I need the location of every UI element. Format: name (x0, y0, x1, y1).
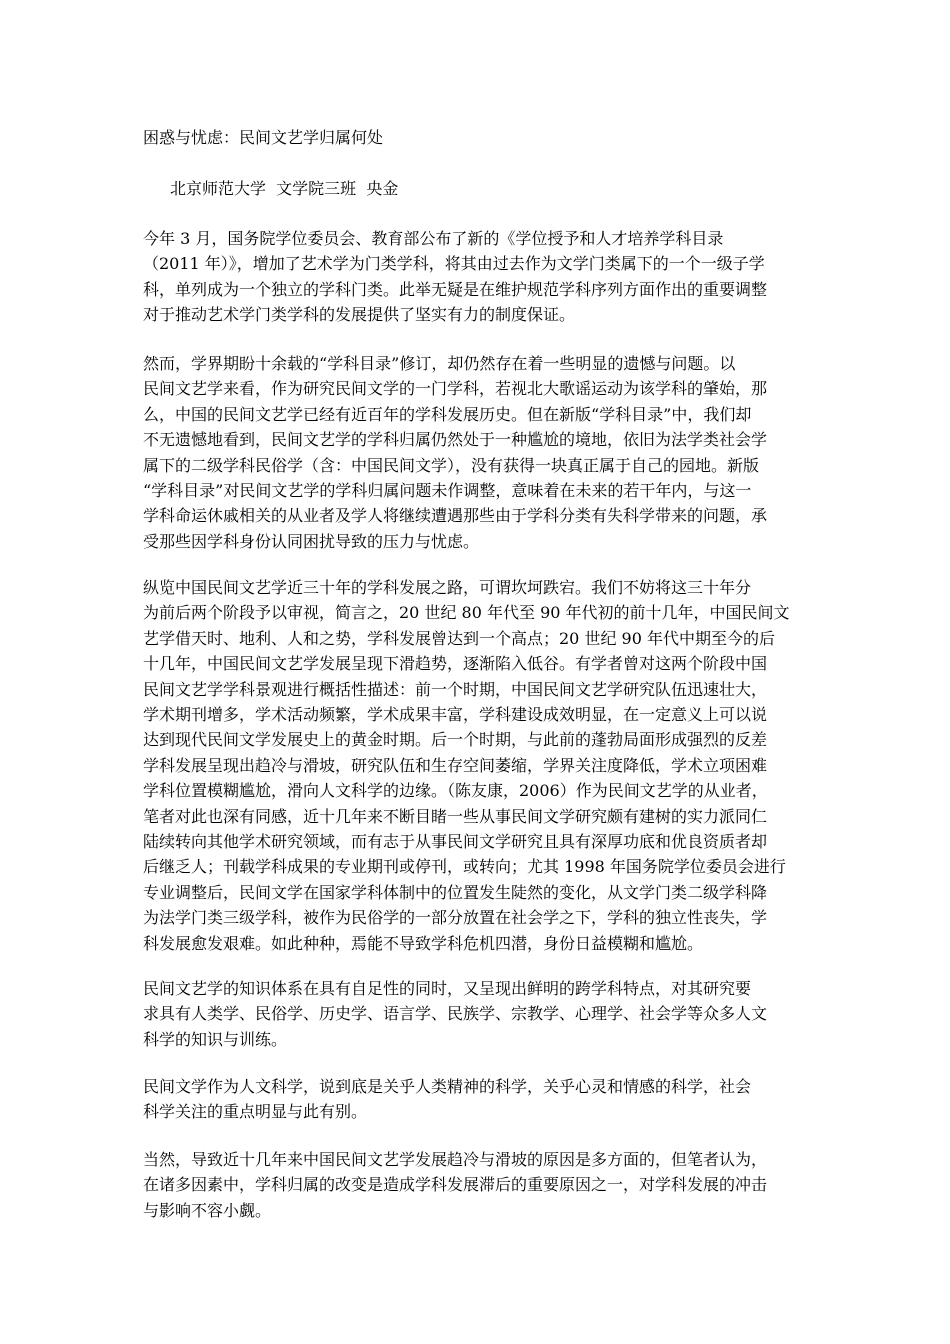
paragraph-line: 对于推动艺术学门类学科的发展提供了坚实有力的制度保证。 (143, 305, 576, 325)
paragraph-line: 民间文艺学来看，作为研究民间文学的一门学科，若视北大歌谣运动为该学科的肇始，那 (143, 379, 768, 399)
paragraph-line: 么，中国的民间文艺学已经有近百年的学科发展历史。但在新版“学科目录”中，我们却 (143, 404, 752, 424)
paragraph-line: 科，单列成为一个独立的学科门类。此举无疑是在维护规范学科序列方面作出的重要调整 (143, 279, 768, 299)
paragraph (143, 976, 823, 1052)
paragraph-line: 学术期刊增多，学术活动频繁，学术成果丰富，学科建设成效明显，在一定意义上可以说 (143, 705, 768, 725)
paragraph-line: 为法学门类三级学科，被作为民俗学的一部分放置在社会学之下，学科的独立性丧失，学 (143, 908, 768, 928)
paragraph-line: 科发展愈发艰难。如此种种，焉能不导致学科危机四潜，身份日益模糊和尴尬。 (143, 933, 704, 953)
paragraph-line: 学科命运休戚相关的从业者及学人将继续遭遇那些由于学科分类有失科学带来的问题，承 (143, 506, 768, 526)
paragraph-line: 陆续转向其他学术研究领域，而有志于从事民间文学研究且具有深厚功底和优良资质者却 (143, 832, 768, 852)
paragraph-line: 科学关注的重点明显与此有别。 (143, 1102, 368, 1122)
paragraph (143, 351, 823, 554)
paragraph (143, 226, 823, 328)
paragraph (143, 575, 823, 956)
paragraph-line: 专业调整后，民间文学在国家学科体制中的位置发生陡然的变化，从文学门类二级学科降 (143, 882, 768, 902)
paragraph-line: 不无遗憾地看到，民间文艺学的学科归属仍然处于一种尴尬的境地，依旧为法学类社会学 (143, 430, 768, 450)
paragraph-line: 笔者对此也深有同感，近十几年来不断目睹一些从事民间文学研究颇有建树的实力派同仁 (143, 806, 768, 826)
paragraph-line: 十几年，中国民间文艺学发展呈现下滑趋势，逐渐陷入低谷。有学者曾对这两个阶段中国 (143, 654, 768, 674)
paragraph-line: 艺学借天时、地利、人和之势，学科发展曾达到一个高点；20 世纪 90 年代中期至今的后 (143, 628, 775, 648)
paragraph-line: 民间文艺学学科景观进行概括性描述：前一个时期，中国民间文艺学研究队伍迅速壮大， (143, 679, 768, 699)
paragraph-line: 学科发展呈现出趋冷与滑坡，研究队伍和生存空间萎缩，学界关注度降低，学术立项困难 (143, 755, 768, 775)
paragraph-line: 后继乏人；刊载学科成果的专业期刊或停刊，或转向；尤其 1998 年国务院学位委员会进行 (143, 857, 786, 877)
paragraph-line: 求具有人类学、民俗学、历史学、语言学、民族学、宗教学、心理学、社会学等众多人文 (143, 1004, 768, 1024)
paragraph-line: 与影响不容小觑。 (143, 1200, 272, 1220)
paragraph-line: 今年 3 月，国务院学位委员会、教育部公布了新的《学位授予和人才培养学科目录 (143, 229, 724, 248)
author-byline: 北京师范大学 文学院三班 央金 (170, 179, 399, 198)
paragraph-line: 学科位置模糊尴尬，滑向人文科学的边缘。（陈友康，2006）作为民间文艺学的从业者， (143, 781, 768, 801)
paragraph-line: 达到现代民间文学发展史上的黄金时期。后一个时期，与此前的蓬勃局面形成强烈的反差 (143, 730, 768, 750)
paragraph-line: 科学的知识与训练。 (143, 1029, 288, 1049)
paragraph-line: “学科目录”对民间文艺学的学科归属问题未作调整，意味着在未来的若干年内，与这一 (143, 481, 752, 501)
paragraph-line: 在诸多因素中，学科归属的改变是造成学科发展滞后的重要原因之一，对学科发展的冲击 (143, 1175, 768, 1195)
paragraph-line: 纵览中国民间文艺学近三十年的学科发展之路，可谓坎坷跌宕。我们不妨将这三十年分 (143, 578, 752, 597)
paragraph-line: 属下的二级学科民俗学（含：中国民间文学），没有获得一块真正属于自己的园地。新版 (143, 455, 760, 475)
paragraph-line: 民间文艺学的知识体系在具有自足性的同时，又呈现出鲜明的跨学科特点，对其研究要 (143, 979, 752, 998)
document-title: 困惑与忧虑：民间文艺学归属何处 (143, 128, 384, 147)
paragraph-line: 当然，导致近十几年来中国民间文艺学发展趋冷与滑坡的原因是多方面的，但笔者认为， (143, 1150, 768, 1169)
paragraph (143, 1074, 823, 1125)
paragraph-line: 受那些因学科身份认同困扰导致的压力与忧虑。 (143, 531, 480, 551)
paragraph-line: 民间文学作为人文科学，说到底是关乎人类精神的科学，关乎心灵和情感的科学，社会 (143, 1077, 752, 1096)
paragraph-line: 为前后两个阶段予以审视，简言之，20 世纪 80 年代至 90 年代初的前十几年，中国民间文 (143, 603, 790, 623)
paragraph-line: 然而，学界期盼十余载的“学科目录”修订，却仍然存在着一些明显的遗憾与问题。以 (143, 354, 736, 373)
paragraph (143, 1147, 823, 1223)
paragraph-line: （2011 年）》，增加了艺术学为门类学科，将其由过去作为文学门类属下的一个一级子学 (143, 254, 765, 274)
